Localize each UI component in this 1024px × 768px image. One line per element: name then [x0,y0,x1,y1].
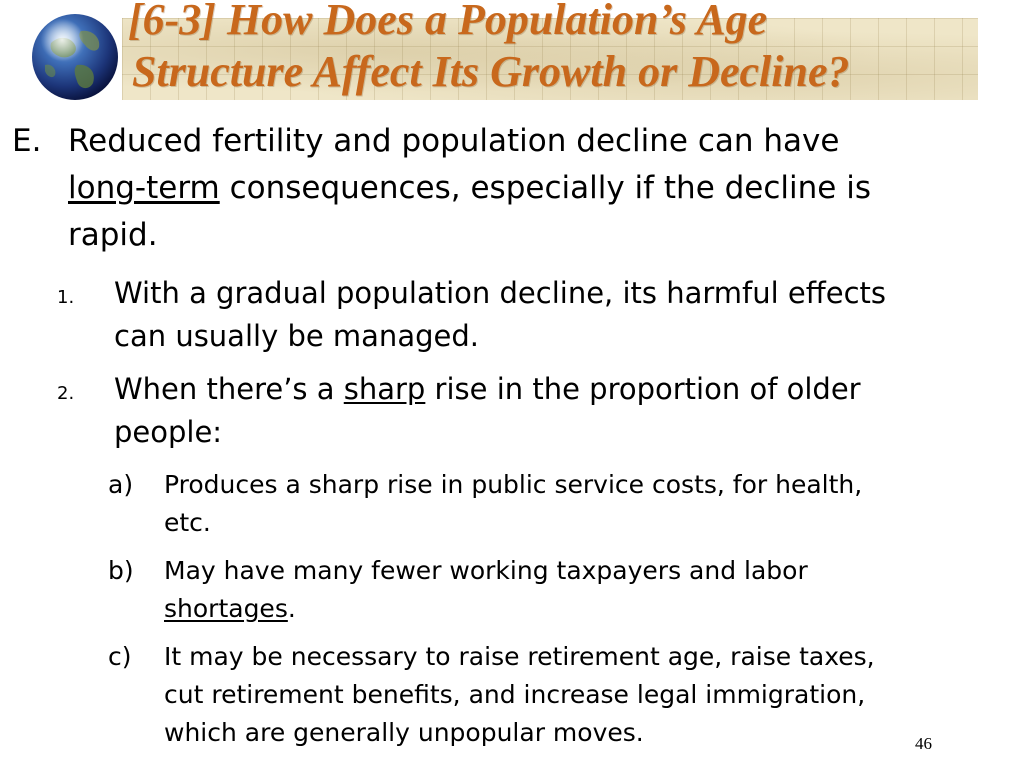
item-marker: 1. [57,287,75,308]
title-line-1: [6-3] How Does a Population’s Age [128,0,768,44]
item-text-line-1: Produces a sharp rise in public service costs, for health, [164,470,863,499]
underlined-term: sharp [343,372,426,406]
item-marker: E. [12,123,42,159]
item-text-line-1: It may be necessary to raise retirement age, raise taxes, [164,642,875,671]
item-text-continuation: rise in the proportion of older [425,372,861,406]
item-text-line-1: May have many fewer working taxpayers and labor [164,556,808,585]
globe-icon [31,13,119,101]
item-text-line-2: etc. [164,508,211,537]
item-text-line-1: Reduced fertility and population decline can have [68,123,840,159]
item-marker: 2. [57,383,75,404]
item-text-line-1 [114,368,861,411]
page-number: 46 [915,734,932,753]
item-text-line-3: which are generally unpopular moves. [164,718,644,747]
underlined-term: shortages [164,594,288,623]
item-text-start: When there’s a [114,372,344,406]
item-marker: a) [108,470,134,499]
slide-title [128,0,1008,98]
item-marker: b) [108,556,134,585]
item-text-line-2 [68,165,871,212]
item-punctuation: . [287,594,296,623]
item-marker: c) [108,642,132,671]
item-text-continuation: consequences, especially if the decline is [219,170,871,206]
item-text-line-2: people: [114,415,223,449]
item-text-line-3: rapid. [68,217,158,253]
title-line-2: Structure Affect Its Growth or Decline? [132,47,850,96]
underlined-term: long-term [68,170,220,206]
item-text-line-2: cut retirement benefits, and increase legal immigration, [164,680,866,709]
item-text-line-2: can usually be managed. [114,319,479,353]
item-text-line-1: With a gradual population decline, its harmful effects [114,276,887,310]
item-text-line-2 [164,590,296,628]
